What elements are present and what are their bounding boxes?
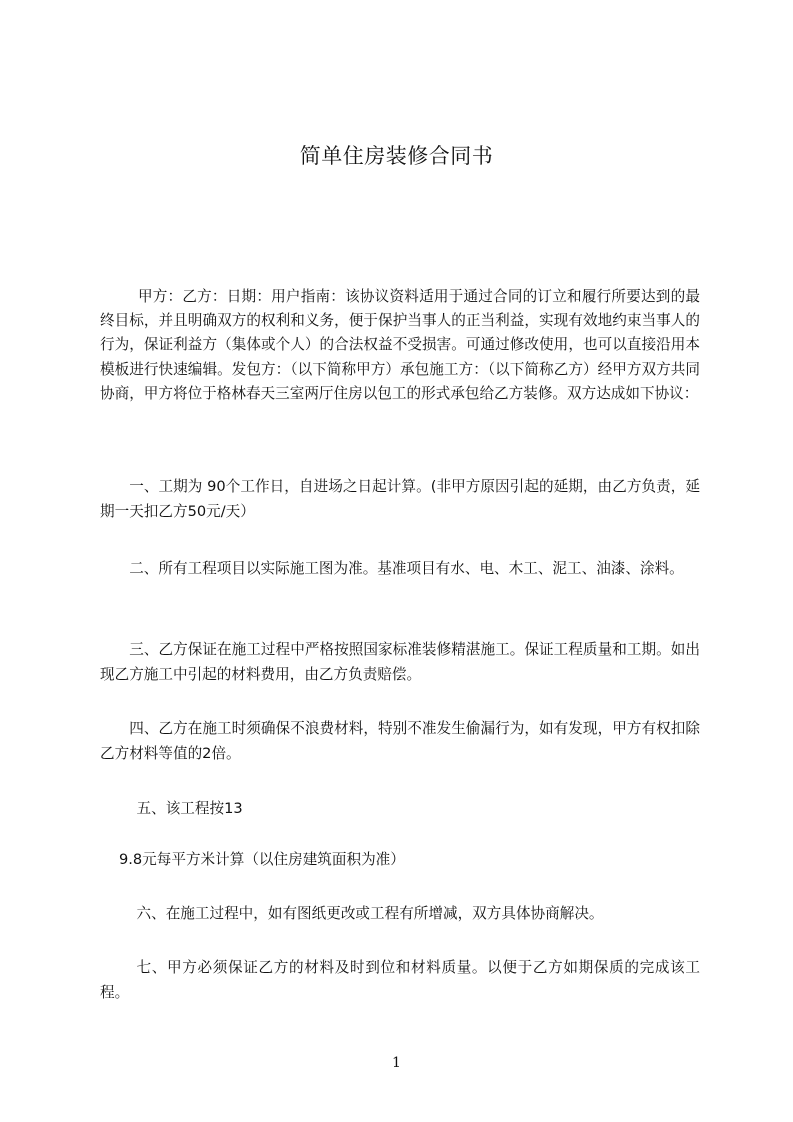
clause-7: 七、甲方必须保证乙方的材料及时到位和材料质量。以便于乙方如期保质的完成该工程。: [100, 959, 700, 1001]
clause-5: 五、该工程按13: [136, 800, 243, 817]
clause-4: 四、乙方在施工时须确保不浪费材料，特别不准发生偷漏行为，如有发现，甲方有权扣除乙方材料等值的2倍。: [100, 720, 700, 762]
clause-3: 三、乙方保证在施工过程中严格按照国家标准装修精湛施工。保证工程质量和工期。如出现乙方施工中引起的材料费用，由乙方负责赔偿。: [100, 641, 700, 683]
intro-paragraph: 甲方：乙方：日期：用户指南：该协议资料适用于通过合同的订立和履行所要达到的最终目标，并且明确双方的权利和义务，便于保护当事人的正当利益，实现有效地约束当事人的行为，保证利益方（集体或个人）的合法权益不受损害。可通过修改使用，也可以直接沿用本模板进行快速编辑。发包方：（以下简称甲方）承包施工方：（以下简称乙方）经甲方双方共同协商，甲方将位于格林春天三室两厅住房以包工的形式承包给乙方装修。双方达成如下协议：: [100, 288, 700, 402]
clause-2: 二、所有工程项目以实际施工图为准。基准项目有水、电、木工、泥工、油漆、涂料。: [129, 560, 684, 577]
document-title: 简单住房装修合同书: [299, 144, 494, 168]
clause-5-continuation: 9.8元每平方米计算（以住房建筑面积为准）: [118, 851, 405, 868]
page-number: 1: [392, 1055, 401, 1071]
clause-6: 六、在施工过程中，如有图纸更改或工程有所增减，双方具体协商解决。: [136, 905, 604, 922]
clause-1: 一、工期为 90个工作日，自进场之日起计算。(非甲方原因引起的延期，由乙方负责，延期一天扣乙方50元/天）: [100, 478, 700, 520]
